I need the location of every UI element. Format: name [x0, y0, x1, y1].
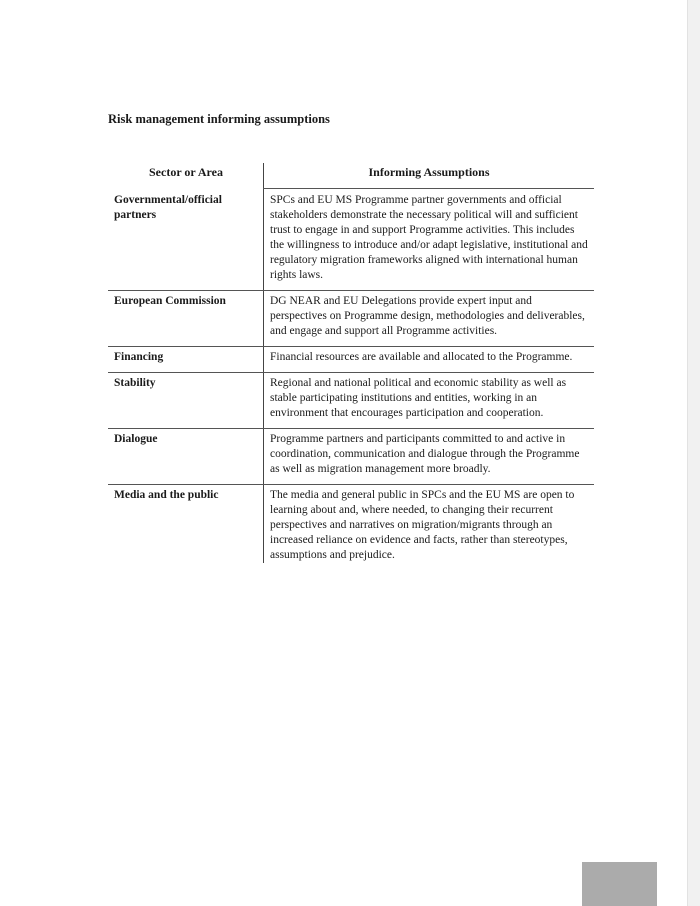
row-sector: Stability — [114, 377, 156, 389]
header-rule — [263, 188, 594, 189]
row-assumption: Financial resources are available and allocated to the Programme. — [270, 351, 573, 363]
row-assumption: The media and general public in SPCs and the EU MS are open to learning about and, where needed, to changing their recurrent perspectives and narratives on migration/migrants through an increased reliance on evidence and facts, rather than stereotypes, assumptions and prejudice. — [270, 489, 575, 561]
corner-gray-box — [582, 862, 657, 906]
page-edge — [687, 0, 700, 906]
row-assumption: Programme partners and participants committed to and active in coordination, communication and dialogue through the Programme as well as migration management more broadly. — [270, 433, 580, 475]
header-assumptions: Informing Assumptions — [368, 164, 490, 179]
row-sector: Governmental/official partners — [114, 194, 222, 221]
row-sector: European Commission — [114, 295, 226, 307]
table-row — [108, 484, 594, 570]
table-row — [108, 346, 594, 372]
row-assumption: Regional and national political and economic stability as well as stable participating institutions and entities, working in an environment that encourages participation and cooperation. — [270, 377, 567, 419]
section-title: Risk management informing assumptions — [108, 112, 330, 126]
table-row — [108, 290, 594, 346]
table-body — [108, 190, 594, 570]
row-sector: Dialogue — [114, 433, 158, 445]
table-row — [108, 428, 594, 484]
table-row — [108, 372, 594, 428]
row-assumption: DG NEAR and EU Delegations provide expert input and perspectives on Programme design, methodologies and deliverables, and engage and support all Programme activities. — [270, 295, 585, 337]
table-row — [108, 190, 594, 290]
row-sector: Media and the public — [114, 489, 219, 501]
row-sector: Financing — [114, 351, 164, 363]
header-sector: Sector or Area — [149, 164, 223, 179]
risk-assumptions-table — [108, 160, 594, 570]
row-assumption: SPCs and EU MS Programme partner governments and official stakeholders demonstrate the necessary political will and sufficient trust to engage in and support Programme activities. This includes the willingness to introduce and/or adapt legislative, institutional and regulatory migration frameworks aligned with international human rights laws. — [270, 194, 588, 281]
table-header-row — [108, 160, 594, 184]
